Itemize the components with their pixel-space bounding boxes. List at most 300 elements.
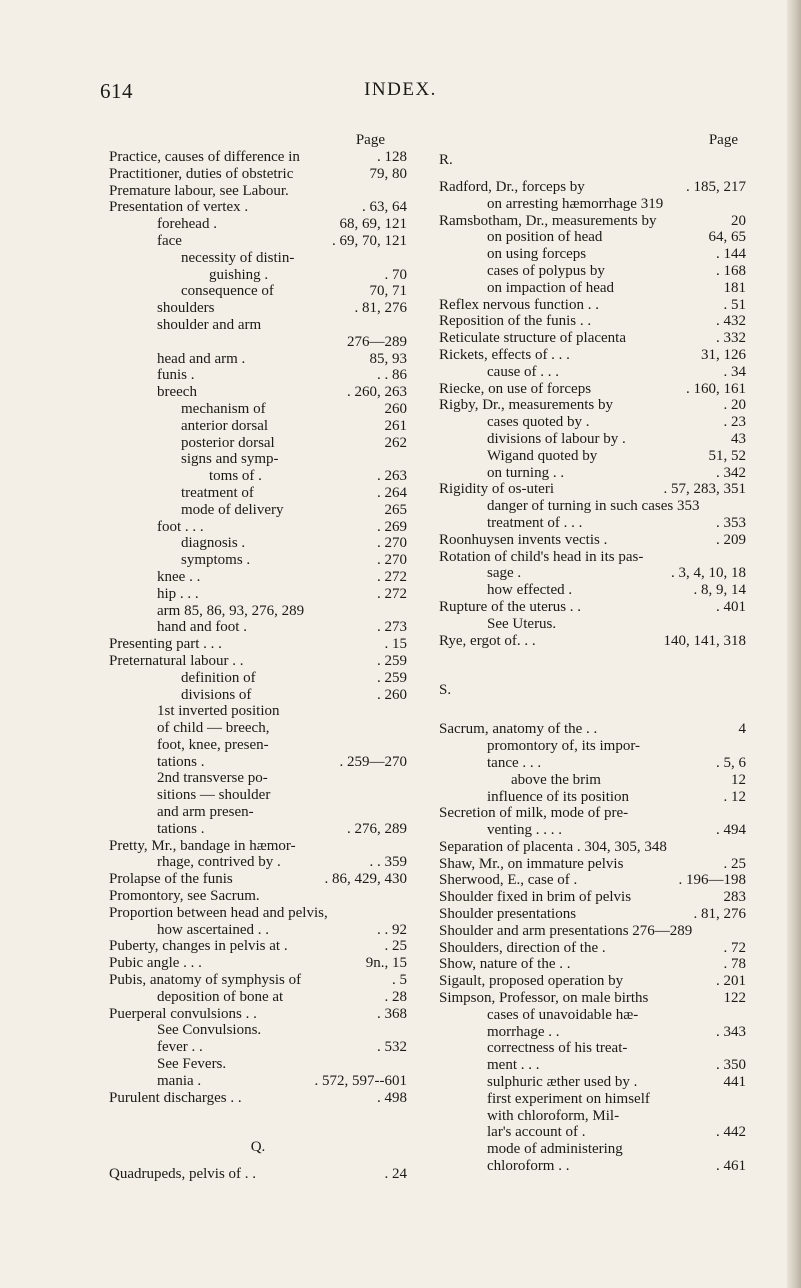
entry-page: . 276, 289: [347, 820, 407, 837]
entry-text: hand and foot .: [157, 619, 247, 636]
entry-text: Premature labour, see Labour.: [109, 182, 289, 199]
index-entry: [109, 519, 407, 536]
section-letter-q: Q.: [250, 1139, 266, 1156]
entry-text: cases quoted by .: [487, 414, 590, 431]
entry-text: Proportion between head and pelvis,: [109, 904, 328, 921]
entry-page: 12: [731, 771, 746, 788]
entry-page: 70, 71: [369, 283, 407, 300]
index-entry: [439, 213, 746, 230]
index-entry: [109, 636, 407, 653]
index-entry: [439, 755, 746, 772]
entry-page: . 342: [716, 464, 746, 481]
index-entry: [109, 821, 407, 838]
page-column-heading: Page: [708, 132, 738, 148]
index-entry: [109, 569, 407, 586]
entry-page: . 368: [377, 1005, 407, 1022]
entry-text: signs and symp-: [181, 451, 279, 468]
entry-page: 85, 93: [369, 350, 407, 367]
index-entry: [439, 1091, 746, 1108]
entry-text: diagnosis .: [181, 535, 246, 552]
entry-text: treatment of: [181, 484, 254, 501]
index-entry: [439, 414, 746, 431]
entry-page: 260: [384, 400, 407, 417]
entry-text: symptoms .: [181, 552, 251, 569]
entry-page: . 86, 429, 430: [324, 871, 407, 888]
index-entry: [439, 582, 746, 599]
index-entry: [109, 1073, 407, 1090]
entry-text: cases of unavoidable hæ-: [487, 1006, 639, 1023]
entry-text: posterior dorsal: [181, 434, 275, 451]
index-entry: [439, 515, 746, 532]
index-entry: [439, 297, 746, 314]
entry-page: 4: [738, 721, 746, 738]
index-entry: [109, 283, 407, 300]
entry-page: . 34: [723, 363, 746, 380]
index-entry: [439, 229, 746, 246]
entry-page: . 51: [723, 296, 746, 313]
entry-page: . 260: [377, 686, 407, 703]
entry-text: forehead .: [157, 216, 217, 233]
page-number: 614: [100, 79, 133, 103]
entry-text: mode of delivery: [181, 501, 284, 518]
entry-page: . 442: [716, 1124, 746, 1141]
entry-page: . 272: [377, 568, 407, 585]
entry-text: first experiment on himself: [487, 1090, 650, 1107]
index-entry: [109, 216, 407, 233]
entry-page: . 259: [377, 652, 407, 669]
index-entry: [439, 889, 746, 906]
entry-text: Shoulder presentations: [439, 906, 577, 923]
entry-page: 64, 65: [708, 229, 746, 246]
index-entry: [109, 418, 407, 435]
entry-page: 68, 69, 121: [339, 216, 407, 233]
entry-text: foot . . .: [157, 518, 204, 535]
index-entry: [439, 990, 746, 1007]
entry-text: funis .: [157, 367, 195, 384]
page-edge: [787, 0, 801, 1288]
index-entry: [109, 972, 407, 989]
entry-page: . . 86: [377, 367, 407, 384]
section-gap: [439, 171, 746, 179]
entry-page: . 270: [377, 535, 407, 552]
entry-text: above the brim: [511, 771, 601, 788]
index-entry: [439, 789, 746, 806]
entry-page: 265: [384, 501, 407, 518]
entry-page: . 209: [716, 531, 746, 548]
index-entry: [439, 940, 746, 957]
entry-text: Ramsbotham, Dr., measurements by: [439, 212, 657, 229]
index-entry: [109, 737, 407, 754]
index-entry: [109, 703, 407, 720]
section-letter-r: R.: [439, 152, 453, 168]
entry-text: venting . . . .: [487, 822, 562, 839]
entry-text: Preternatural labour . .: [109, 652, 244, 669]
entry-text: divisions of labour by .: [487, 430, 626, 447]
entry-text: divisions of: [181, 686, 252, 703]
entry-text: mania .: [157, 1072, 202, 1089]
entry-page: . 78: [723, 956, 746, 973]
entry-text: Presenting part . . .: [109, 636, 222, 653]
entry-page: 441: [723, 1074, 746, 1091]
entry-text: Sigault, proposed operation by: [439, 973, 624, 990]
index-entry: [439, 721, 746, 738]
entry-text: of child — breech,: [157, 720, 270, 737]
entry-page: . 343: [716, 1023, 746, 1040]
index-entry: [109, 653, 407, 670]
entry-text: Rupture of the uterus . .: [439, 598, 582, 615]
index-entry: [109, 754, 407, 771]
entry-page: . 25: [384, 938, 407, 955]
index-entry: [109, 871, 407, 888]
index-entry: [439, 1158, 746, 1175]
entry-text: cases of polypus by: [487, 262, 605, 279]
index-entry: [109, 804, 407, 821]
entry-text: Sherwood, E., case of .: [439, 872, 578, 889]
entry-page: . 401: [716, 598, 746, 615]
entry-page: . . 92: [377, 921, 407, 938]
entry-text: arm 85, 86, 93, 276, 289: [157, 602, 305, 619]
index-entry: [439, 263, 746, 280]
entry-text: consequence of: [181, 283, 274, 300]
entry-page: . 461: [716, 1158, 746, 1175]
index-entry: [109, 1090, 407, 1107]
entry-page: . 160, 161: [686, 380, 746, 397]
entry-text: on turning . .: [487, 464, 565, 481]
index-entry: [439, 616, 746, 633]
entry-page: . 269: [377, 518, 407, 535]
entry-text: definition of: [181, 669, 256, 686]
entry-text: tations .: [157, 753, 205, 770]
index-entry: [439, 397, 746, 414]
entry-text: toms of .: [209, 468, 262, 485]
entry-text: Riecke, on use of forceps: [439, 380, 592, 397]
entry-text: Rye, ergot of. . .: [439, 632, 536, 649]
index-entry: [439, 179, 746, 196]
entry-page: . 273: [377, 619, 407, 636]
entry-text: Pubic angle . . .: [109, 955, 202, 972]
index-entry: [109, 435, 407, 452]
entry-page: . 69, 70, 121: [332, 232, 407, 249]
entry-page: . 8, 9, 14: [693, 582, 746, 599]
entry-text: Reposition of the funis . .: [439, 313, 592, 330]
entry-text: cause of . . .: [487, 363, 560, 380]
entry-text: necessity of distin-: [181, 249, 295, 266]
entry-page: . 201: [716, 973, 746, 990]
entry-text: chloroform . .: [487, 1158, 570, 1175]
entry-text: shoulders: [157, 300, 215, 317]
index-entry: [439, 1024, 746, 1041]
index-entry: [109, 989, 407, 1006]
entry-page: . 20: [723, 397, 746, 414]
entry-page: . 128: [377, 149, 407, 165]
entry-page: 51, 52: [708, 447, 746, 464]
section-gap: [109, 1106, 407, 1136]
entry-page: 140, 141, 318: [663, 632, 746, 649]
entry-text: danger of turning in such cases 353: [487, 498, 700, 515]
index-entry: [109, 502, 407, 519]
index-entry: [439, 481, 746, 498]
index-entry: [109, 468, 407, 485]
entry-text: Practice, causes of difference in: [109, 149, 300, 165]
index-entry: [439, 330, 746, 347]
entry-text: Presentation of vertex .: [109, 199, 249, 216]
entry-text: Purulent discharges . .: [109, 1089, 242, 1106]
entry-page: . 12: [723, 788, 746, 805]
entry-text: head and arm .: [157, 350, 246, 367]
entry-text: Rotation of child's head in its pas-: [439, 548, 644, 565]
index-entry: [439, 839, 746, 856]
entry-text: Simpson, Professor, on male births: [439, 990, 649, 1007]
index-entry: [109, 922, 407, 939]
entry-text: Separation of placenta . 304, 305, 348: [439, 838, 667, 855]
entry-page: . 532: [377, 1039, 407, 1056]
section-gap: [439, 649, 746, 679]
entry-page: . 3, 4, 10, 18: [671, 565, 746, 582]
entry-page: 181: [723, 279, 746, 296]
entry-text: Reflex nervous function . .: [439, 296, 599, 313]
index-entry: [109, 619, 407, 636]
index-entry: [109, 854, 407, 871]
entry-text: Show, nature of the . .: [439, 956, 571, 973]
entry-text: Secretion of milk, mode of pre-: [439, 805, 629, 822]
index-entry: [439, 532, 746, 549]
entry-page: 9n., 15: [365, 955, 407, 972]
entry-text: on impaction of head: [487, 279, 615, 296]
entry-text: fever . .: [157, 1039, 203, 1056]
index-entry: [109, 451, 407, 468]
entry-page: 79, 80: [369, 165, 407, 182]
index-entry: [109, 838, 407, 855]
index-entry: [109, 955, 407, 972]
index-entry: [109, 1056, 407, 1073]
entry-text: sulphuric æther used by .: [487, 1074, 638, 1091]
entry-page: . 494: [716, 822, 746, 839]
index-entry: [439, 1040, 746, 1057]
entry-page: 276—289: [347, 333, 407, 350]
index-entry: [439, 906, 746, 923]
entry-text: on position of head: [487, 229, 603, 246]
entry-text: sitions — shoulder: [157, 787, 271, 804]
entry-text: treatment of . . .: [487, 514, 583, 531]
entry-text: on using forceps: [487, 246, 587, 263]
entry-text: breech: [157, 384, 197, 401]
entry-text: lar's account of .: [487, 1124, 586, 1141]
index-entry: [439, 1074, 746, 1091]
index-entry: [109, 485, 407, 502]
entry-page: . 70: [384, 266, 407, 283]
entry-page: . . 359: [369, 854, 407, 871]
entry-page: . 270: [377, 552, 407, 569]
index-entry: [109, 401, 407, 418]
entry-text: how effected .: [487, 582, 573, 599]
index-entry: [439, 1141, 746, 1158]
entry-text: mechanism of: [181, 400, 266, 417]
index-entry: [439, 498, 746, 515]
entry-page: . 57, 283, 351: [663, 481, 746, 498]
entry-page: 122: [723, 990, 746, 1007]
index-entry: [109, 384, 407, 401]
index-entry: [109, 905, 407, 922]
index-entry: [109, 1022, 407, 1039]
index-entry: [439, 923, 746, 940]
entry-page: 31, 126: [701, 346, 746, 363]
index-entry: [109, 267, 407, 284]
entry-text: Practitioner, duties of obstetric: [109, 165, 294, 182]
entry-page: . 332: [716, 330, 746, 347]
entry-text: hip . . .: [157, 585, 199, 602]
entry-text: morrhage . .: [487, 1023, 560, 1040]
index-entry: [439, 196, 746, 213]
entry-text: foot, knee, presen-: [157, 736, 269, 753]
index-entry: [109, 233, 407, 250]
index-entry: [439, 1124, 746, 1141]
entry-page: . 72: [723, 939, 746, 956]
index-entry: [439, 772, 746, 789]
index-entry: [109, 888, 407, 905]
entry-text: Puerperal convulsions . .: [109, 1005, 257, 1022]
index-entry: [109, 586, 407, 603]
index-entry: [439, 280, 746, 297]
entry-page: . 260, 263: [347, 384, 407, 401]
entry-text: ment . . .: [487, 1057, 540, 1074]
entry-text: 2nd transverse po-: [157, 770, 268, 787]
entry-page: . 259—270: [339, 753, 407, 770]
index-column-right: [439, 132, 746, 1175]
entry-text: on arresting hæmorrhage 319: [487, 195, 664, 212]
entry-page: . 185, 217: [686, 179, 746, 195]
index-entry: [439, 347, 746, 364]
entry-text: Pretty, Mr., bandage in hæmor-: [109, 837, 296, 854]
index-entry: [439, 448, 746, 465]
entry-page: . 24: [384, 1166, 407, 1183]
entry-page: . 353: [716, 514, 746, 531]
entry-page: . 572, 597--601: [314, 1072, 407, 1089]
entry-text: Shoulder fixed in brim of pelvis: [439, 889, 632, 906]
entry-page: . 81, 276: [354, 300, 407, 317]
entry-text: promontory of, its impor-: [487, 738, 641, 755]
index-entry: [439, 364, 746, 381]
entry-text: tations .: [157, 820, 205, 837]
index-entry: [109, 1166, 407, 1183]
entry-text: knee . .: [157, 568, 201, 585]
entry-page: . 350: [716, 1057, 746, 1074]
index-entry: [109, 183, 407, 200]
index-entry: [439, 973, 746, 990]
entry-page: . 5: [392, 972, 407, 989]
page-column-heading: Page: [355, 132, 385, 148]
running-head: INDEX.: [364, 79, 437, 100]
index-entry: [109, 317, 407, 334]
entry-text: Rigby, Dr., measurements by: [439, 397, 614, 414]
entry-page: . 25: [723, 855, 746, 872]
index-entry: [439, 956, 746, 973]
entries-p: [109, 149, 407, 1106]
entry-text: Sacrum, anatomy of the . .: [439, 721, 598, 738]
entry-text: mode of administering: [487, 1141, 623, 1158]
index-entry: [439, 246, 746, 263]
entry-text: Rigidity of os-uteri: [439, 481, 554, 498]
entry-page: . 272: [377, 585, 407, 602]
entry-page: . 264: [377, 484, 407, 501]
index-entry: [109, 334, 407, 351]
index-column-left: [109, 132, 407, 1183]
index-entry: [109, 250, 407, 267]
index-entry: [109, 367, 407, 384]
index-entry: [439, 822, 746, 839]
entry-text: anterior dorsal: [181, 417, 269, 434]
entry-page: 20: [731, 212, 746, 229]
index-entry: [439, 599, 746, 616]
index-entry: [109, 1006, 407, 1023]
entry-text: See Fevers.: [157, 1056, 227, 1073]
index-entry: [109, 938, 407, 955]
index-entry: [439, 738, 746, 755]
entries-q: [109, 1166, 407, 1183]
entry-page: . 259: [377, 669, 407, 686]
index-entry: [439, 381, 746, 398]
entry-text: Pubis, anatomy of symphysis of: [109, 972, 302, 989]
entry-page: 262: [384, 434, 407, 451]
index-entry: [109, 535, 407, 552]
entry-page: . 28: [384, 988, 407, 1005]
index-entry: [109, 603, 407, 620]
index-entry: [439, 465, 746, 482]
entry-text: how ascertained . .: [157, 921, 270, 938]
entry-text: See Uterus.: [487, 615, 557, 632]
entries-r: [439, 179, 746, 649]
index-entry: [109, 351, 407, 368]
entries-s: [439, 721, 746, 1175]
entry-page: 43: [731, 430, 746, 447]
entry-text: Prolapse of the funis: [109, 871, 233, 888]
entry-text: rhage, contrived by .: [157, 854, 281, 871]
index-entry: [109, 552, 407, 569]
entry-text: face: [157, 232, 182, 249]
index-entry: [109, 670, 407, 687]
entry-text: See Convulsions.: [157, 1022, 262, 1039]
index-entry: [439, 1108, 746, 1125]
entry-page: . 144: [716, 246, 746, 263]
entry-text: Promontory, see Sacrum.: [109, 888, 260, 905]
entry-text: tance . . .: [487, 754, 542, 771]
section-gap: [109, 1158, 407, 1166]
index-entry: [439, 1057, 746, 1074]
entry-page: . 196—198: [678, 872, 746, 889]
entry-page: . 5, 6: [716, 754, 746, 771]
entry-page: 283: [723, 889, 746, 906]
entry-page: . 81, 276: [693, 906, 746, 923]
entry-text: Shoulder and arm presentations 276—289: [439, 922, 693, 939]
entry-text: Reticulate structure of placenta: [439, 330, 626, 347]
entry-page: . 15: [384, 636, 407, 653]
entry-page: . 168: [716, 262, 746, 279]
entry-page: . 23: [723, 414, 746, 431]
index-entry: [439, 872, 746, 889]
index-entry: [439, 633, 746, 650]
entry-text: influence of its position: [487, 788, 630, 805]
index-entry: [439, 805, 746, 822]
entry-text: sage .: [487, 565, 522, 582]
entry-text: and arm presen-: [157, 804, 254, 821]
entry-page: . 432: [716, 313, 746, 330]
entry-text: Shaw, Mr., on immature pelvis: [439, 855, 624, 872]
index-entry: [439, 431, 746, 448]
index-entry: [109, 166, 407, 183]
entry-text: guishing .: [209, 266, 269, 283]
section-letter-s: S.: [439, 682, 452, 699]
index-entry: [439, 856, 746, 873]
entry-text: Shoulders, direction of the .: [439, 939, 606, 956]
